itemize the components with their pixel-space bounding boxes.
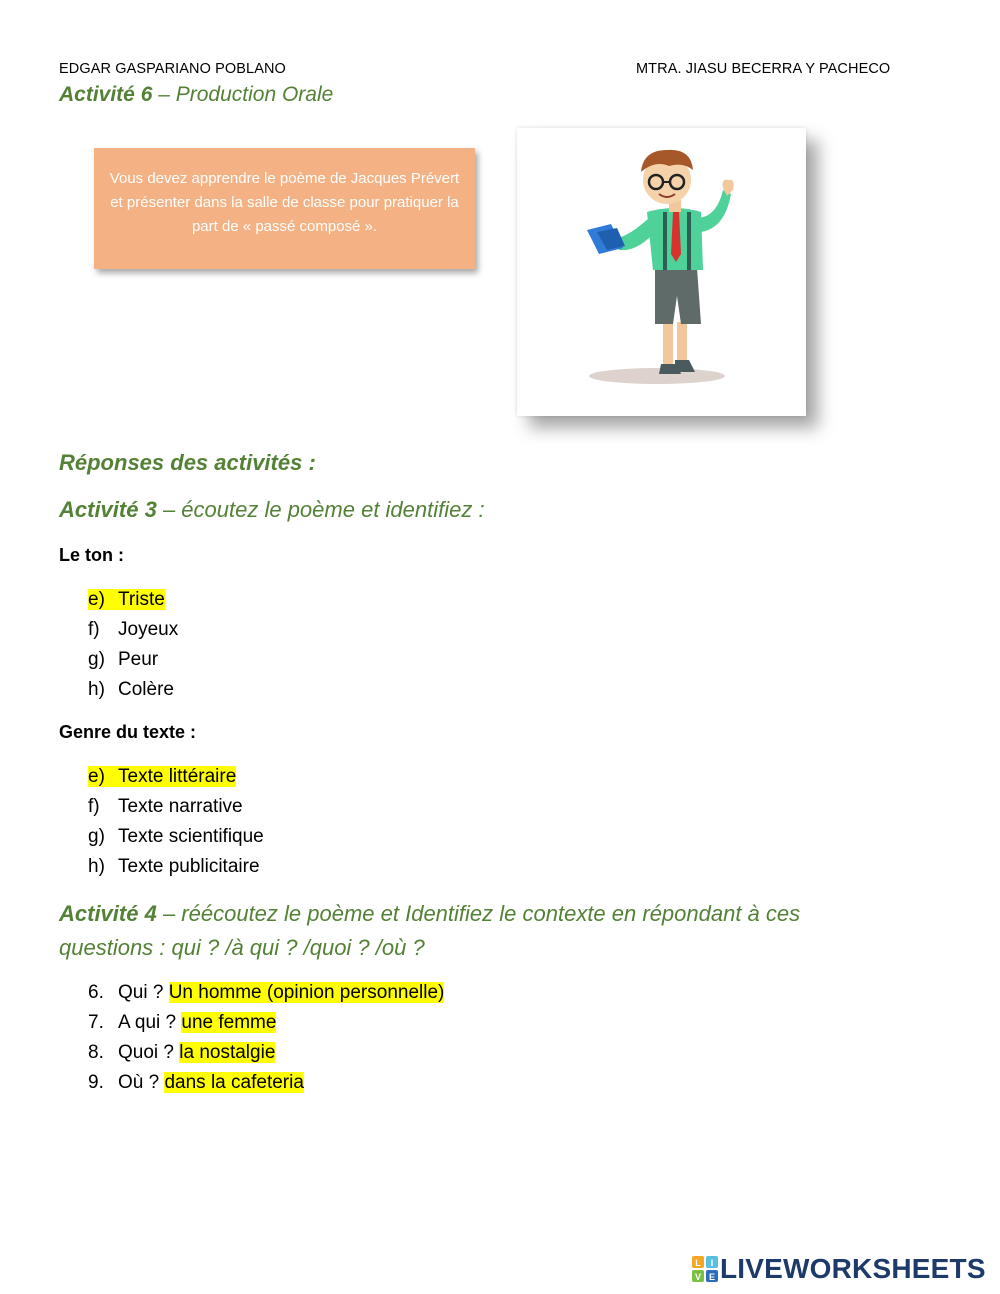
list-item [88,1008,444,1038]
context-questions-list [88,978,444,1098]
list-marker: 8. [88,1042,104,1063]
logo-text: LIVEWORKSHEETS [720,1253,986,1284]
list-marker: 7. [88,1012,104,1033]
question-text: Quoi ? [118,1042,174,1063]
activity4-title: réécoutez le poème et Identifiez le contexte en répondant à ces questions : qui ? /à qui ? /quoi ? /où ? [59,901,801,960]
list-item [88,645,178,675]
answers-title: Réponses des activités : [59,450,316,475]
answer-text: dans la cafeteria [164,1072,304,1093]
student-name: EDGAR GASPARIANO POBLANO [59,61,286,77]
list-item [88,585,178,615]
instruction-box: Vous devez apprendre le poème de Jacques Prévert et présenter dans la salle de classe pour pratiquer la part de « passé composé ». [94,148,475,269]
genre-option-text: Texte publicitaire [118,856,260,877]
list-marker: e) [88,766,105,787]
list-item [88,1038,444,1068]
list-marker: g) [88,826,105,847]
list-marker: g) [88,649,105,670]
activity4-dash: – [156,901,182,926]
ton-label: Le ton : [59,545,124,565]
svg-text:I: I [710,1258,714,1268]
list-item [88,762,264,792]
activity6-label: Activité 6 [59,83,153,106]
liveworksheets-logo-icon [692,1256,718,1282]
list-item [88,822,264,852]
activity6-heading [59,83,333,107]
list-item [88,978,444,1008]
answers-heading [59,450,316,476]
list-item [88,675,178,705]
ton-option-text: Triste [118,589,165,610]
ton-option-text: Joyeux [118,619,179,640]
genre-label: Genre du texte : [59,722,197,742]
activity3-heading [59,497,485,523]
answer-text: Un homme (opinion personnelle) [168,982,445,1003]
svg-text:L: L [695,1258,701,1268]
boy-reading-book-image [517,128,806,416]
list-marker: h) [88,856,105,877]
question-text: Où ? [118,1072,160,1093]
ton-option-text: Peur [118,649,159,670]
activity6-dash: – [152,83,176,106]
answer-text: la nostalgie [179,1042,276,1063]
genre-option-text: Texte narrative [118,796,243,817]
question-text: A qui ? [118,1012,177,1033]
liveworksheets-logo[interactable] [692,1253,986,1285]
activity3-title: écoutez le poème et identifiez : [181,497,485,522]
activity4-label: Activité 4 [59,901,157,926]
list-marker: h) [88,679,105,700]
list-item [88,792,264,822]
list-item [88,1068,444,1098]
list-marker: e) [88,589,105,610]
svg-text:E: E [708,1272,716,1282]
genre-option-text: Texte scientifique [118,826,264,847]
list-marker: 9. [88,1072,104,1093]
list-item [88,852,264,882]
genre-options-list [88,762,264,882]
activity3-dash: – [156,497,182,522]
svg-text:V: V [694,1272,702,1282]
ton-option-text: Colère [118,679,174,700]
question-text: Qui ? [118,982,164,1003]
list-marker: f) [88,619,100,640]
ton-options-list [88,585,178,705]
answer-text: une femme [181,1012,277,1033]
list-marker: 6. [88,982,104,1003]
list-item [88,615,178,645]
activity3-label: Activité 3 [59,497,157,522]
activity4-heading [59,897,879,965]
list-marker: f) [88,796,100,817]
activity6-title: Production Orale [175,83,334,106]
genre-option-text: Texte littéraire [118,766,237,787]
reading-boy-illustration [517,128,806,416]
teacher-name: MTRA. JIASU BECERRA Y PACHECO [636,61,891,77]
